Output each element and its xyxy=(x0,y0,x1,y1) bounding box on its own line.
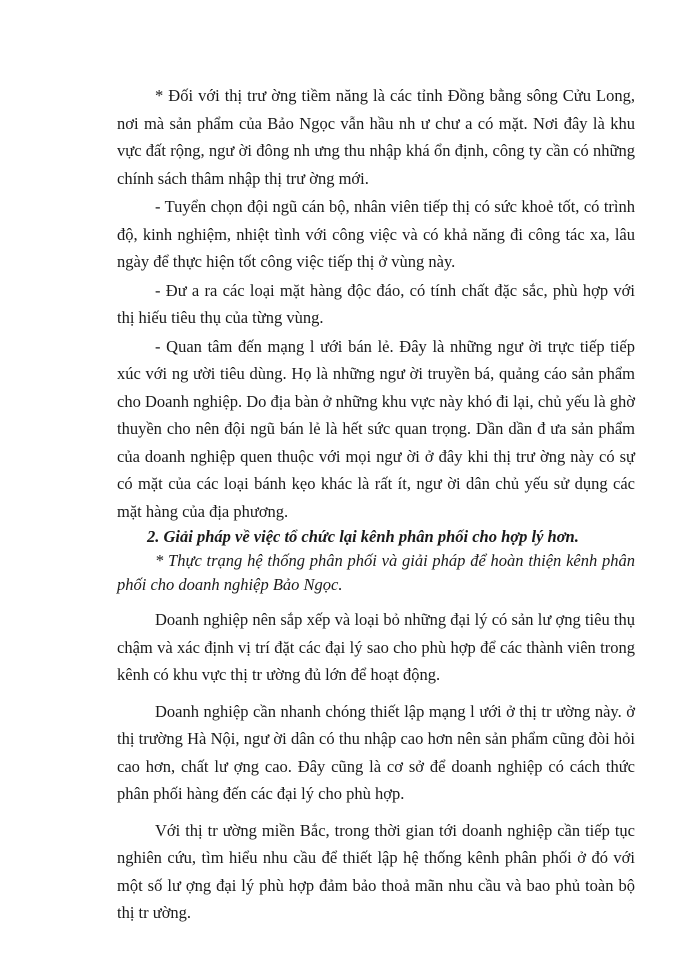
section-heading: 2. Giải pháp về việc tổ chức lại kênh phân phối cho hợp lý hơn. xyxy=(147,527,579,546)
paragraph-arrange-agents: Doanh nghiệp nên sắp xếp và loại bỏ những đại lý có sản lư ợng tiêu thụ chậm và xác định vị trí đặt các đại lý sao cho phù hợp để các thành viên trong kênh có khu vực thị tr ường đủ lớn để hoạt động. xyxy=(117,610,635,684)
paragraph-retail-network: - Quan tâm đến mạng l ưới bán lẻ. Đây là những ngư ời trực tiếp tiếp xúc với ng ười tiêu dùng. Họ là những ngư ời truyền bá, quảng cáo sản phẩm cho Doanh nghiệp. Do địa bàn ở những khu vực này khó đi lại, chủ yếu là ghờ thuyền cho nên đội ngũ bán lẻ là hết sức quan trọng. Dần dần đ ưa sản phẩm của doanh nghiệp quen thuộc với mọi ngư ời ở đây khi thị trư ờng này có sự có mặt của các loại bánh kẹo khác là rất ít, ngư ời dân chủ yếu sử dụng các mặt hàng của địa phương. xyxy=(117,336,635,521)
section-subheading: * Thực trạng hệ thống phân phối và giải pháp để hoàn thiện kênh phân phối cho doanh nghiệp Bảo Ngọc. xyxy=(117,551,635,594)
paragraph-hanoi-market: Doanh nghiệp cần nhanh chóng thiết lập mạng l ưới ở thị tr ường này. ở thị trường Hà Nội, ngư ời dân có thu nhập cao hơn nên sản phẩm cũng đòi hỏi cao hơn, chất lư ợng cao. Đây cũng là cơ sở để doanh nghiệp có cách thức phân phối hàng đến các đại lý cho phù hợp. xyxy=(117,701,635,803)
document-body xyxy=(117,82,635,927)
paragraph-recruit-staff: - Tuyển chọn đội ngũ cán bộ, nhân viên tiếp thị có sức khoẻ tốt, có trình độ, kinh nghiệm, nhiệt tình với công việc và có khả năng đi công tác xa, lâu ngày để thực hiện tốt công việc tiếp thị ở vùng này. xyxy=(117,197,635,271)
paragraph-unique-products: - Đư a ra các loại mặt hàng độc đáo, có tính chất đặc sắc, phù hợp với thị hiếu tiêu thụ của từng vùng. xyxy=(117,280,635,327)
paragraph-mekong-market: * Đối với thị trư ờng tiềm năng là các tỉnh Đồng bằng sông Cửu Long, nơi mà sản phẩm của Bảo Ngọc vẫn hầu nh ư chư a có mặt. Nơi đây là khu vực đất rộng, ngư ời đông nh ưng thu nhập khá ổn định, công ty cần có những chính sách thâm nhập thị trư ờng mới. xyxy=(117,86,635,188)
paragraph-northern-market: Với thị tr ường miền Bắc, trong thời gian tới doanh nghiệp cần tiếp tục nghiên cứu, tìm hiểu nhu cầu để thiết lập hệ thống kênh phân phối ở đó với một số lư ợng đại lý phù hợp đảm bảo thoả mãn nhu cầu và bao phủ toàn bộ thị tr ường. xyxy=(117,820,635,922)
